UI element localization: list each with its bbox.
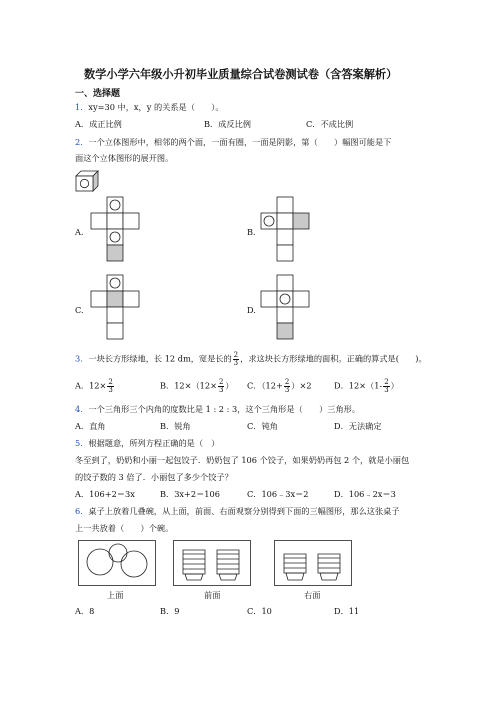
top-view-figure <box>78 540 156 586</box>
page-title: 数学小学六年级小升初毕业质量综合试卷测试卷（含答案解析） <box>84 67 398 81</box>
option-a: A．成正比例 <box>75 119 122 129</box>
option-c: C．10 <box>247 606 272 616</box>
question-text-line2: 冬至到了，奶奶和小丽一起包饺子．奶奶包了 106 个饺子，如果奶奶再包 2 个，就是小丽包 <box>75 455 410 465</box>
question-number: 3． <box>75 353 89 364</box>
view-label-top: 上面 <box>107 590 124 600</box>
net-c <box>89 274 154 342</box>
option-b: B．12×（12× $\frac{2}{3}$ ） <box>160 378 234 394</box>
option-d: D．无法确定 <box>334 421 382 431</box>
question-3 <box>75 352 427 367</box>
question-4 <box>75 404 360 415</box>
view-label-front: 前面 <box>204 590 221 600</box>
question-text: xy=30 中，x，y 的关系是（ ）。 <box>88 102 224 112</box>
option-b-label: B. <box>247 227 256 237</box>
question-text-post: ，求这块长方形绿地的面积。正确的算式是( )。 <box>240 353 427 364</box>
question-text-line3: 的饺子数的 3 倍了．小丽包了多少个饺子？ <box>75 472 233 482</box>
question-text: 一个三角形三个内角的度数比是 1 : 2 : 3，这个三角形是（ ）三角形。 <box>88 404 361 414</box>
question-number: 6． <box>75 506 89 516</box>
question-number: 5． <box>75 438 89 448</box>
question-text-line2: 上一共放着（ ）个碗。 <box>75 523 174 533</box>
option-d-label: D. <box>247 305 256 315</box>
option-c-label: C. <box>75 305 84 315</box>
fraction: $\frac{2}{3}$ <box>233 351 239 367</box>
option-d: D．11 <box>334 606 360 616</box>
option-c: C．（12+ $\frac{2}{3}$ ）×2 <box>247 378 312 394</box>
question-number: 1． <box>75 102 89 112</box>
question-text: 桌子上放着几叠碗，从上面，前面、右面观察分别得到下面的三幅图形，那么这张桌子 <box>88 506 400 516</box>
question-number: 2． <box>75 137 89 147</box>
question-text: 根据题意，所列方程正确的是（ ） <box>88 438 220 448</box>
question-text-line2: 面这个立体图形的展开图。 <box>75 153 174 163</box>
question-5 <box>75 438 219 449</box>
question-6 <box>75 506 400 517</box>
question-text: 一块长方形绿地，长 12 dm，宽是长的 <box>88 353 232 364</box>
option-b: B．3x+2＝106 <box>160 489 220 499</box>
question-number: 4． <box>75 404 89 414</box>
option-a: A．12× $\frac{2}{3}$ <box>75 378 113 394</box>
question-text: 一个立体图形中，相邻的两个面，一面有圈，一面是阴影，第（ ）幅图可能是下 <box>88 137 392 147</box>
option-b: B．锐角 <box>160 421 191 431</box>
view-label-right: 右面 <box>304 590 321 600</box>
option-c: C．不成比例 <box>306 119 354 129</box>
net-d <box>259 274 324 342</box>
right-view-figure <box>274 540 352 586</box>
option-d: D．12×（1- $\frac{2}{3}$ ） <box>334 378 399 394</box>
net-a <box>89 196 154 264</box>
option-d: D．106﹣2x＝3 <box>334 489 396 499</box>
question-2 <box>75 137 391 148</box>
cube-figure <box>75 170 99 192</box>
net-b <box>259 196 324 264</box>
option-a: A．直角 <box>75 421 106 431</box>
front-view-figure <box>173 540 251 586</box>
option-c: C．106﹣3x＝2 <box>247 489 309 499</box>
option-a: A．106+2＝3x <box>75 489 135 499</box>
option-c: C．钝角 <box>247 421 278 431</box>
option-b: B．9 <box>160 606 180 616</box>
section-heading: 一、选择题 <box>75 89 121 99</box>
option-b: B．成反比例 <box>204 119 251 129</box>
option-a: A．8 <box>75 606 95 616</box>
question-1 <box>75 102 224 113</box>
option-a-label: A. <box>75 227 84 237</box>
